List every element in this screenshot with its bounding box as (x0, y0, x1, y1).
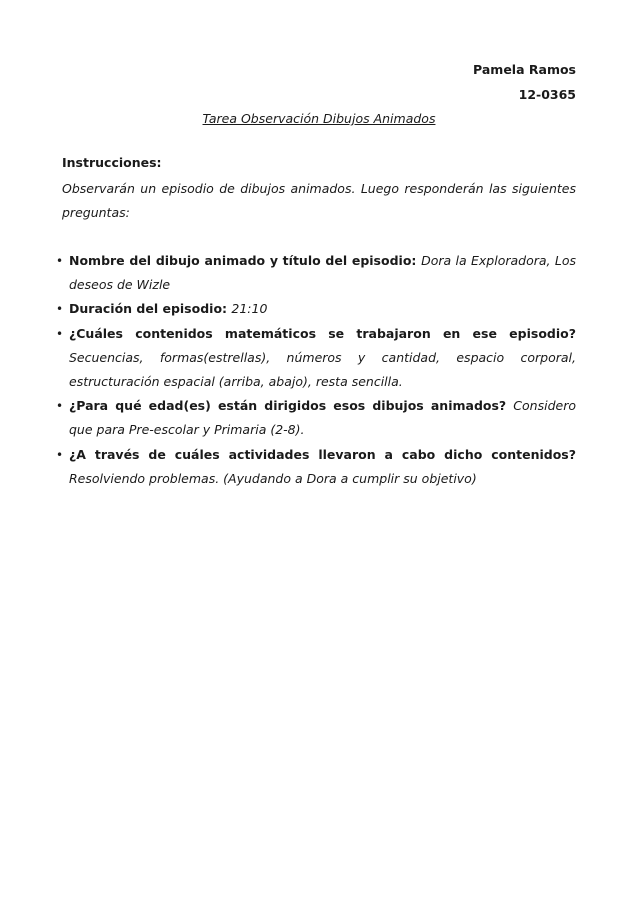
bullet-icon: • (56, 254, 64, 268)
list-item (56, 322, 576, 395)
answer-text: Considero que para Pre-escolar y Primaria (2-8). (69, 398, 576, 438)
list-item (56, 394, 576, 442)
instructions-body: Observarán un episodio de dibujos animados. Luego responderán las siguientes preguntas: (62, 181, 576, 220)
bullet-icon: • (56, 399, 64, 414)
question-text: ¿A través de cuáles actividades llevaron a cabo dicho contenidos? (69, 446, 576, 462)
document-title: Tarea Observación Dibujos Animados (202, 111, 436, 126)
list-item (56, 297, 576, 321)
bullet-icon: • (56, 326, 64, 341)
question-list (56, 249, 576, 491)
answer-text: 21:10 (231, 301, 268, 317)
question-text: Duración del episodio: (69, 301, 232, 317)
answer-text: Resolviendo problemas. (Ayudando a Dora a cumplir su objetivo) (69, 470, 477, 486)
author-name: Pamela Ramos (473, 62, 576, 77)
question-text: Nombre del dibujo animado y título del episodio: (69, 253, 422, 268)
bullet-icon: • (56, 447, 64, 462)
student-id: 12-0365 (518, 87, 576, 102)
instructions-heading: Instrucciones: (62, 155, 162, 170)
answer-text: Secuencias, formas(estrellas), números y cantidad, espacio corporal, estructuración espacial (arriba, abajo), resta sencilla. (69, 349, 576, 390)
list-item (56, 443, 576, 491)
list-item (56, 249, 576, 297)
question-text: ¿Cuáles contenidos matemáticos se trabajaron en ese episodio? (69, 325, 576, 341)
bullet-icon: • (56, 302, 64, 317)
question-text: ¿Para qué edad(es) están dirigidos esos dibujos animados? (69, 398, 514, 414)
answer-text: Dora la Exploradora, Los deseos de Wizle (69, 253, 576, 293)
